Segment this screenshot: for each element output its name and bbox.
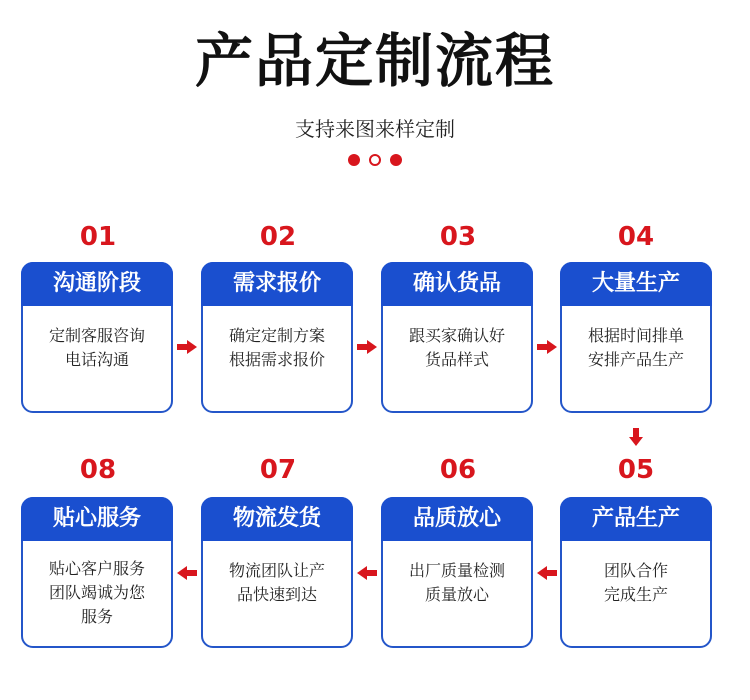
step-card-title: 物流发货 — [201, 497, 353, 541]
step-card-title: 贴心服务 — [21, 497, 173, 541]
step-card-desc: 确定定制方案 根据需求报价 — [228, 326, 325, 369]
step-number-01: 01 — [79, 222, 117, 252]
step-card-title: 大量生产 — [560, 262, 712, 306]
step-card-title: 需求报价 — [201, 262, 353, 306]
step-card-03 — [381, 262, 533, 413]
step-number-03: 03 — [439, 222, 477, 252]
step-card-06 — [381, 497, 533, 648]
step-number-04: 04 — [617, 222, 655, 252]
step-card-04 — [560, 262, 712, 413]
step-number-07: 07 — [259, 455, 297, 485]
step-number-06: 06 — [439, 455, 477, 485]
pager-dots — [0, 154, 750, 166]
page-title: 产品定制流程 — [194, 27, 555, 95]
step-card-desc: 贴心客户服务 团队竭诚为您 服务 — [48, 559, 145, 626]
arrow-left-icon — [537, 566, 557, 580]
step-number-08: 08 — [79, 455, 117, 485]
step-card-desc: 跟买家确认好 货品样式 — [408, 326, 505, 369]
arrow-down-icon — [629, 428, 643, 446]
step-number-02: 02 — [259, 222, 297, 252]
arrow-right-icon — [177, 340, 197, 354]
dot-filled-icon — [390, 154, 402, 166]
step-card-title: 确认货品 — [381, 262, 533, 306]
step-card-desc: 物流团队让产 品快速到达 — [228, 561, 325, 604]
dot-hollow-icon — [369, 154, 381, 166]
step-card-title: 产品生产 — [560, 497, 712, 541]
step-number-05: 05 — [617, 455, 655, 485]
arrow-left-icon — [357, 566, 377, 580]
step-card-08 — [21, 497, 173, 648]
step-card-desc: 根据时间排单 安排产品生产 — [587, 326, 684, 369]
step-card-07 — [201, 497, 353, 648]
step-card-02 — [201, 262, 353, 413]
step-card-desc: 定制客服咨询 电话沟通 — [48, 326, 145, 369]
arrow-right-icon — [357, 340, 377, 354]
arrow-left-icon — [177, 566, 197, 580]
step-card-title: 品质放心 — [381, 497, 533, 541]
arrow-right-icon — [537, 340, 557, 354]
step-card-title: 沟通阶段 — [21, 262, 173, 306]
step-card-05 — [560, 497, 712, 648]
page-subtitle: 支持来图来样定制 — [295, 117, 455, 141]
dot-filled-icon — [348, 154, 360, 166]
step-card-desc: 团队合作 完成生产 — [603, 561, 668, 604]
step-card-01 — [21, 262, 173, 413]
step-card-desc: 出厂质量检测 质量放心 — [408, 561, 505, 604]
